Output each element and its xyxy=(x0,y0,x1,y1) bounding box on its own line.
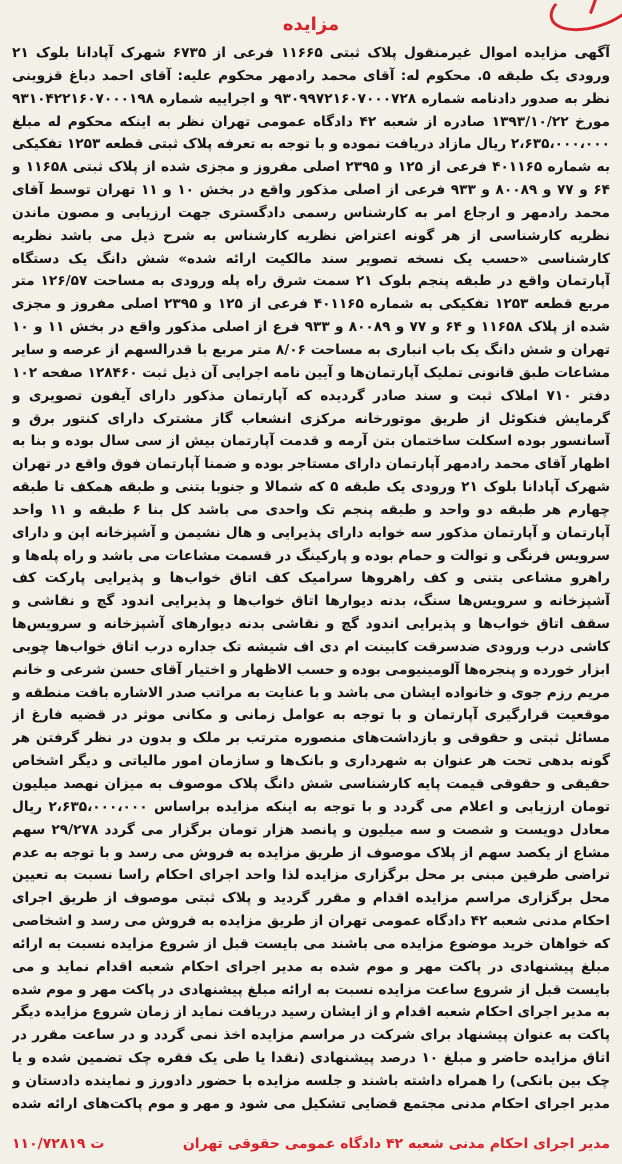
notice-signature: مدیر اجرای احکام مدنی شعبه ۴۲ دادگاه عمومی حقوقی تهران xyxy=(182,1136,610,1152)
notice-footer xyxy=(12,1132,610,1156)
notice-header xyxy=(12,10,610,40)
notice-title: مزایده xyxy=(282,14,340,35)
notice-body: آگهی مزایده اموال غیرمنقول پلاک ثبتی ۱۱۶۶۵ فرعی از ۶۷۳۵ شهرک آپادانا بلوک ۲۱ ورودی یک طبقه ۵. محکوم له: آقای محمد رادمهر محکوم علیه: آقای احمد دباغ قزوینی نظر به صدور دادنامه شماره ۹۳۰۹۹۷۲۱۶۰۷۰۰۰۷۲۸ و اجراییه شماره ۹۳۱۰۴۲۲۱۶۰۷۰۰۰۱۹۸ مورخ ۱۳۹۳/۱۰/۲۲ صادره از شعبه ۴۲ دادگاه عمومی تهران نظر به اینکه محکوم له مبلغ ۲،۶۳۵،۰۰۰،۰۰۰ ریال مازاد دریافت نموده و با توجه به تعرفه پلاک ثبتی قطعه ۱۲۵۳ تفکیکی به شماره ۴۰۱۱۶۵ فرعی از ۱۲۵ و ۲۳۹۵ اصلی مفروز و مجزی شده از پلاک ثبتی ۱۱۶۵۸ و ۶۴ و ۷۷ و ۸۰۰۸۹ و ۹۳۳ فرعی از اصلی مذکور واقع در بخش ۱۰ و ۱۱ تهران توسط آقای محمد رادمهر و ارجاع امر به کارشناس رسمی دادگستری جهت ارزیابی و مصون ماندن نظریه کارشناسی از هر گونه اعتراض نظریه کارشناس به شرح ذیل می باشد نظریه کارشناسی «حسب یک نسخه تصویر سند مالکیت ارائه شده» شش دانگ یک دستگاه آپارتمان واقع در طبقه پنجم بلوک ۲۱ سمت شرق راه پله ورودی به مساحت ۱۲۶/۵۷ متر مربع قطعه ۱۲۵۳ تفکیکی به شماره ۴۰۱۱۶۵ فرعی از ۱۲۵ و ۲۳۹۵ اصلی مفروز و مجزی شده از پلاک ۱۱۶۵۸ و ۶۴ و ۷۷ و ۸۰۰۸۹ و ۹۳۳ فرع از اصلی مذکور واقع در بخش ۱۱ و ۱۰ تهران و شش دانگ یک باب انباری به مساحت ۸/۰۶ متر مربع با قدرالسهم از عرصه و سایر مشاعات طبق قانونی تملیک آپارتمان‌ها و آیین نامه اجرایی آن ذیل ثبت ۱۲۸۴۶۰ صفحه ۱۰۲ دفتر ۷۱۰ املاک ثبت و سند صادر گردیده که آپارتمان مذکور دارای آیفون تصویری و گرمایش فنکوئل از طریق موتورخانه مرکزی انشعاب گاز مشترک دارای کنتور برق و آسانسور بوده اسکلت ساختمان بتن آرمه و قدمت آپارتمان بیش از سی سال بوده و بنا به اظهار آقای محمد رادمهر آپارتمان دارای مستاجر بوده و ضمنا آپارتمان فوق واقع در تهران شهرک آپادانا بلوک ۲۱ ورودی یک طبقه ۵ که شمالا و جنوبا بتنی و طبقه همکف تا طبقه چهارم هر طبقه دو واحد و طبقه پنجم تک واحدی می باشد کل بنا ۶ طبقه و ۱۱ واحد آپارتمان و آپارتمان مذکور سه خوابه دارای پذیرایی و هال نشیمن و آشپزخانه اپن و دارای سرویس فرنگی و توالت و حمام بوده و پارکینگ در قسمت مشاعات می باشد و راه پله‌ها و راهرو مشاعی بتنی و کف راهروها سرامیک کف اتاق خواب‌ها و پذیرایی پارکت کف آشپزخانه و سرویس‌ها سنگ، بدنه دیوارها اتاق خواب‌ها و پذیرایی اندود گچ و نقاشی و سقف اتاق خواب‌ها و پذیرایی اندود گچ و نقاشی بدنه دیوارهای آشپزخانه و سرویس‌ها کاشی درب ورودی ضدسرقت کابینت ام دی اف شیشه تک جداره درب اتاق خواب‌ها چوبی ابزار خورده و پنجره‌ها آلومینیومی بوده و حسب الاظهار و اختیار آقای حسن شرعی و خانم مریم رزم جوی و خانواده ایشان می باشد و با عنایت به مراتب صدر الاشاره بافت منطقه و موقعیت قرارگیری آپارتمان و با توجه به عوامل زمانی و مکانی موثر در قضیه فارغ از مسائل ثبتی و حقوقی و بازداشت‌های منصوره مترتب بر ملک و بدون در نظر گرفتن هر گونه بدهی تحت هر عنوان به شهرداری و بانک‌ها و سازمان امور مالیاتی و دیگر اشخاص حقیقی و حقوقی قیمت پایه کارشناسی شش دانگ پلاک موصوف به میزان نهصد میلیون تومان ارزیابی و اعلام می گردد و با توجه به اینکه مزایده براساس ۲،۶۳۵،۰۰۰،۰۰۰ ریال معادل دویست و شصت و سه میلیون و پانصد هزار تومان برگزار می گردد ۲۹/۲۷۸ سهم مشاع از یکصد سهم از پلاک موصوف از طریق مزایده به فروش می رسد و با توجه به عدم تراضی طرفین مبنی بر محل برگزاری مزایده لذا واحد اجرای احکام راسا نسبت به تعیین محل برگزاری مراسم مزایده اقدام و مقرر گردید و پلاک ثبتی موصوف از طریق اجرای احکام مدنی شعبه ۴۲ دادگاه عمومی تهران از طریق مزایده به فروش می رسد و اشخاصی که خواهان خرید موضوع مزایده می باشند می بایست قبل از شروع مزایده نسبت به ارائه مبلغ پیشنهادی در پاکت مهر و موم شده به مدیر اجرای احکام شعبه اقدام نماید و می بایست قبل از شروع ساعت مزایده نسبت به ارائه مبلغ پیشنهادی در پاکت مهر و موم شده به مدیر اجرای احکام شعبه اقدام و از ایشان رسید دریافت نماید از زمان شروع مزایده دیگر پاکت به عنوان پیشنهاد برای شرکت در مراسم مزایده اخذ نمی گردد و در ساعت مقرر در اتاق مزایده حاضر و مبلغ ۱۰ درصد پیشنهادی (نقدا یا طی یک فقره چک تضمین شده و یا چک بین بانکی) را همراه داشته باشند و جلسه مزایده با حضور دادورز و نماینده دادستان و مدیر اجرای احکام مدنی مجتمع قضایی تشکیل می شود و مهر و موم پاکت‌های ارائه شده xyxy=(12,45,610,1112)
notice-reference-number: ۱۱۰/۷۲۸۱۹ ت xyxy=(12,1136,105,1152)
